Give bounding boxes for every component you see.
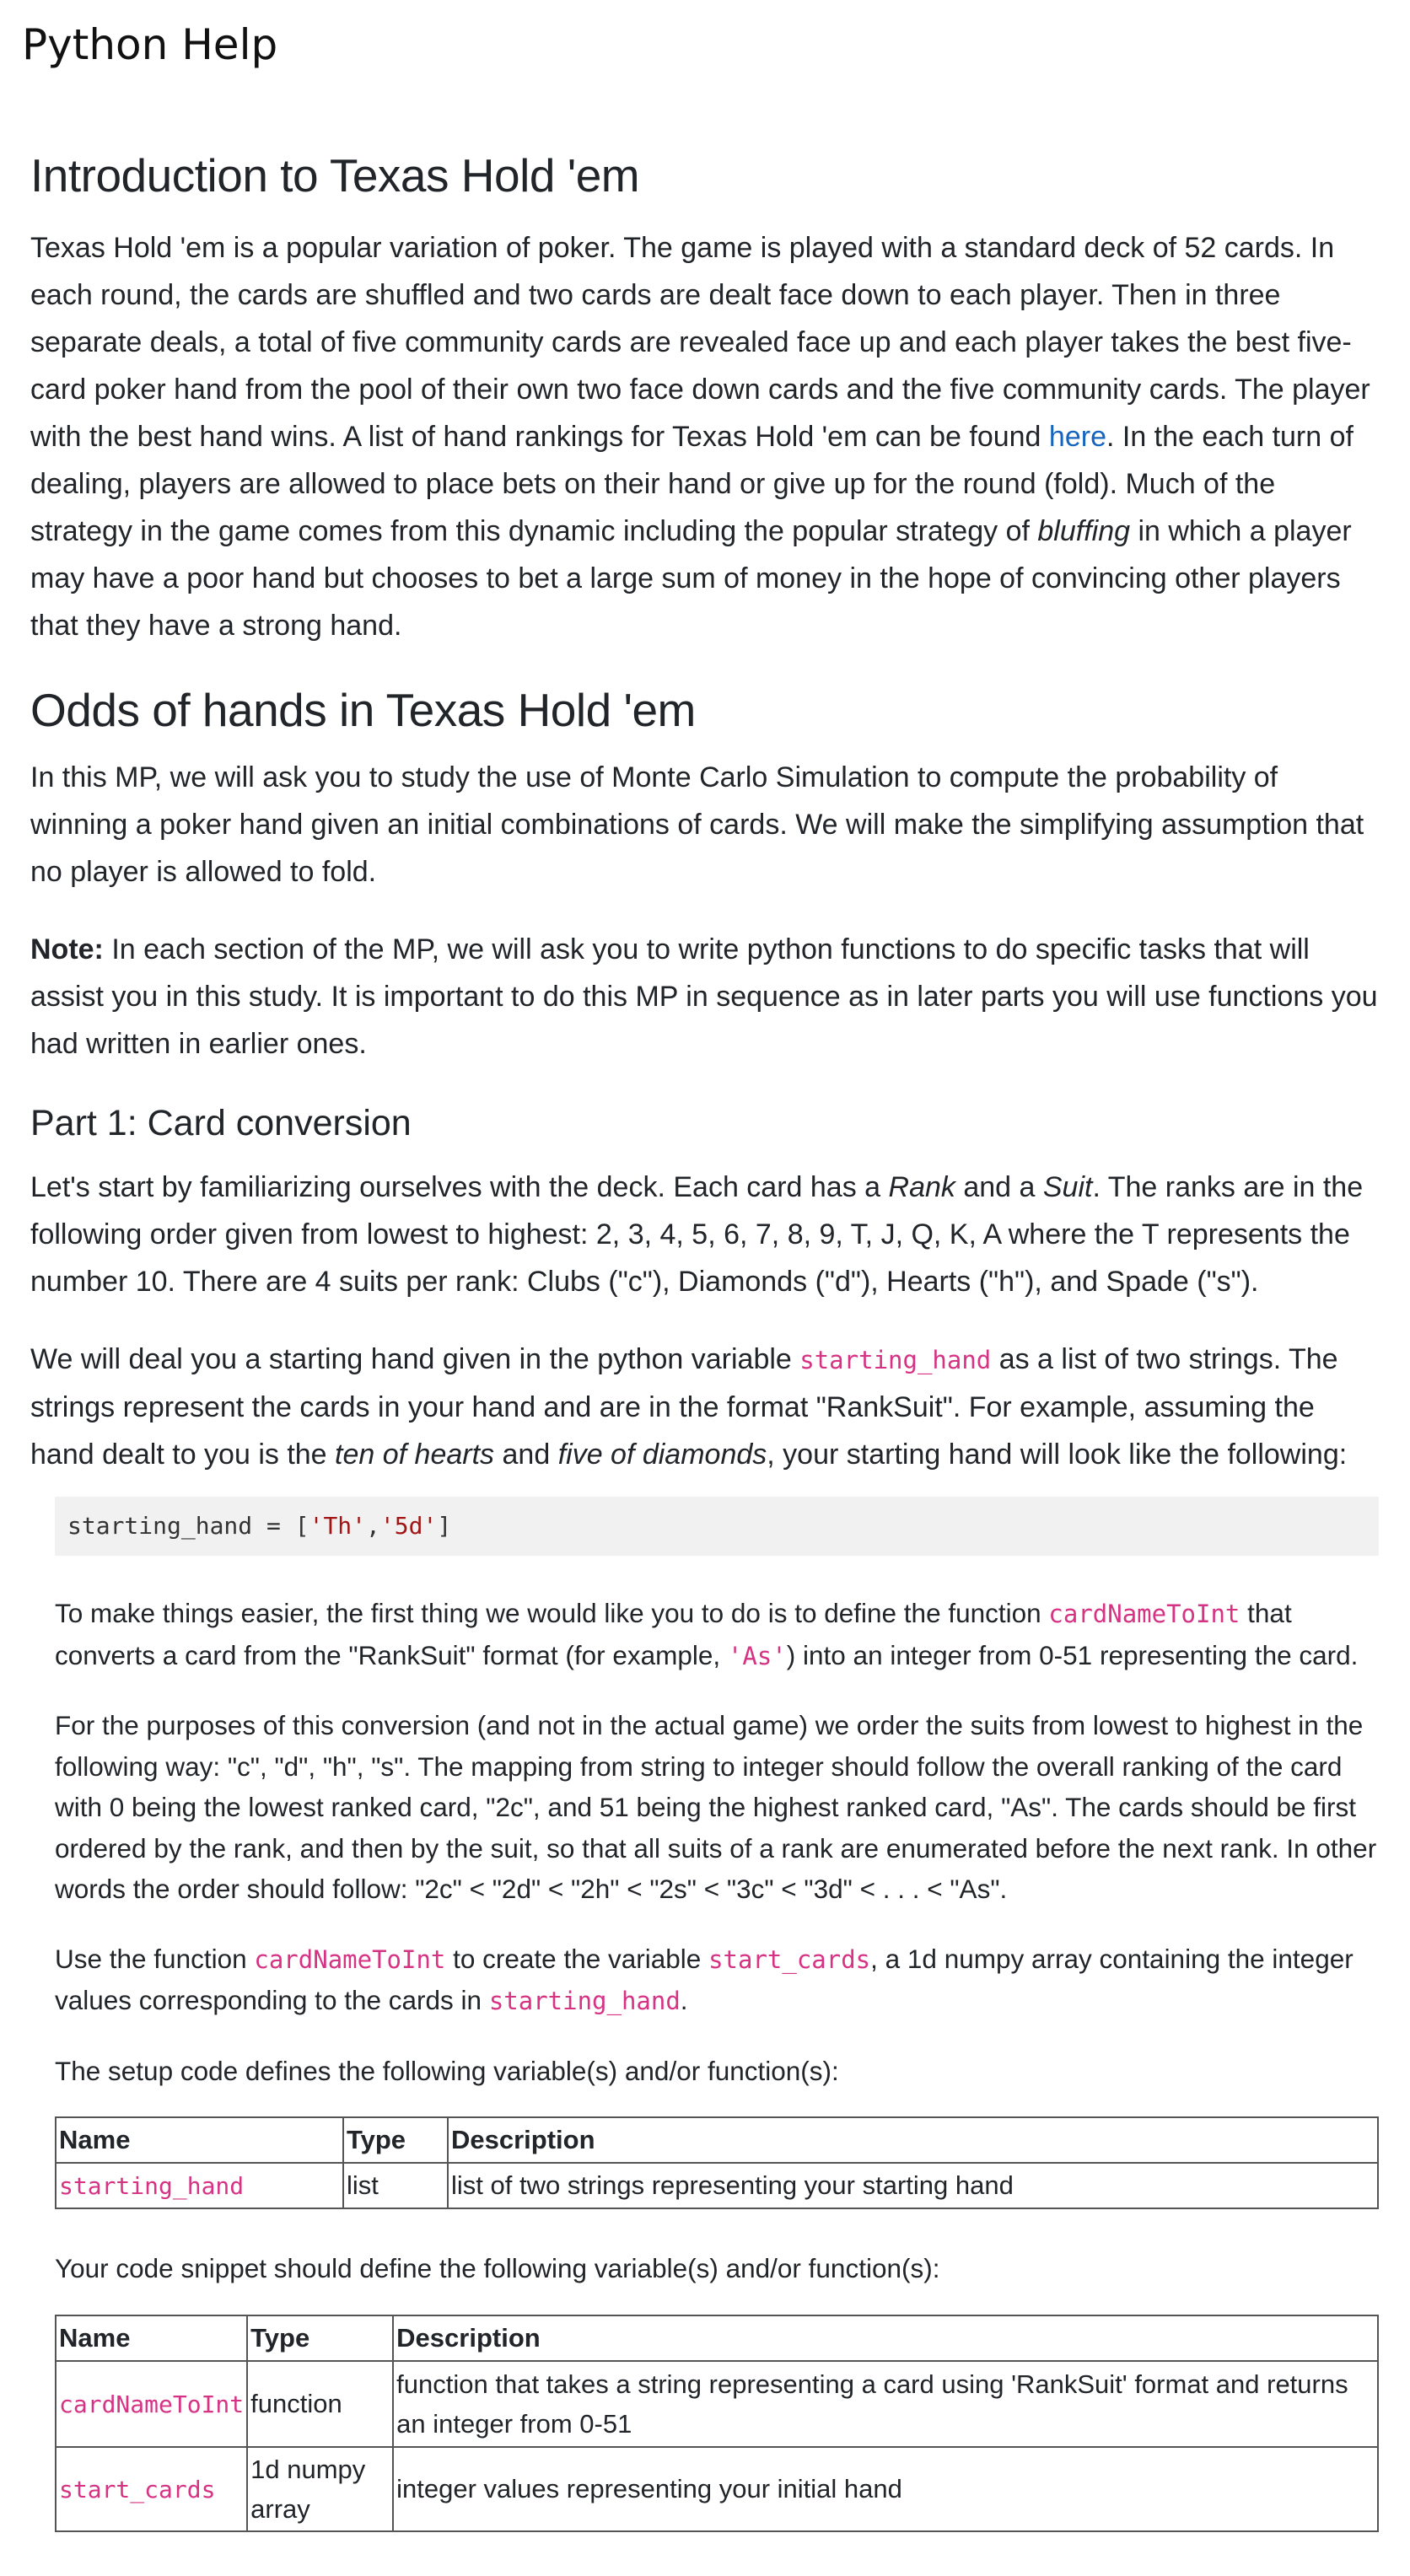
table-header-row <box>56 2315 1378 2361</box>
rank-emphasis: Rank <box>888 1171 955 1203</box>
cell-name <box>56 2163 343 2208</box>
part1-text-1a: Let's start by familiarizing ourselves with the deck. Each card has a <box>30 1171 889 1203</box>
column-header-type: Type <box>343 2117 448 2163</box>
define-variables-table <box>55 2315 1379 2532</box>
part1-text-2b: as a list of two strings. The strings represent the cards in your hand and are in the format "RankSuit". For example, assuming the hand dealt to you is the <box>30 1343 1338 1471</box>
ten-of-hearts-emphasis: ten of hearts <box>335 1439 495 1471</box>
hand-rankings-link[interactable]: here <box>1048 421 1106 453</box>
intro-text-3: in which a player may have a poor hand but chooses to bet a large sum of money in the hope of convincing other players that they have a strong hand. <box>30 515 1352 642</box>
code-close: ] <box>437 1512 452 1540</box>
code-block-starting-hand <box>55 1497 1379 1556</box>
intro-emphasis-bluffing: bluffing <box>1037 515 1131 547</box>
cell-name <box>56 2447 247 2531</box>
intro-paragraph <box>30 224 1380 649</box>
cell-type: function <box>247 2361 393 2447</box>
column-header-type: Type <box>247 2315 393 2361</box>
part1-paragraph-2 <box>30 1336 1380 1478</box>
table-row <box>56 2163 1378 2208</box>
column-header-name: Name <box>56 2315 247 2361</box>
setup-variables-table <box>55 2116 1379 2209</box>
part1-text-5b: to create the variable <box>445 1943 709 1974</box>
intro-text-1: Texas Hold 'em is a popular variation of poker. The game is played with a standard deck of 52 cards. In each round, the cards are shuffled and two cards are dealt face down to each player. Then in three separate deals, a total of five community cards are revealed face up and each player takes the best five-card poker hand from the pool of their own two face down cards and the five community cards. The player with the best hand wins. A list of hand rankings for Texas Hold 'em can be found <box>30 232 1370 453</box>
inline-code-starting-hand: starting_hand <box>799 1346 992 1374</box>
part1-heading: Part 1: Card conversion <box>30 1103 412 1143</box>
code-comma: , <box>366 1512 380 1540</box>
inline-code-example-card: 'As' <box>727 1641 787 1670</box>
code-var: starting_hand <box>67 1512 253 1540</box>
note-paragraph <box>30 926 1380 1068</box>
part1-text-2a: We will deal you a starting hand given in the python variable <box>30 1343 800 1375</box>
code-operator: = [ <box>252 1512 309 1540</box>
part1-text-1c: . The ranks are in the following order given from lowest to highest: 2, 3, 4, 5, 6, 7, 8, 9, T, J, Q, K, A where the T represents the number 10. There are 4 suits per rank: Clubs ("c"), Diamonds ("d"), Hearts ("h"), and Spade ("s"). <box>30 1171 1364 1298</box>
part1-paragraph-1 <box>30 1164 1380 1305</box>
cell-description: integer values representing your initial hand <box>393 2447 1378 2531</box>
inline-code-cardnametoint: cardNameToInt <box>1048 1600 1240 1628</box>
part1-paragraph-5 <box>55 1939 1379 2022</box>
intro-heading: Introduction to Texas Hold 'em <box>30 149 640 202</box>
inline-code-cardnametoint-2: cardNameToInt <box>254 1944 446 1974</box>
cell-name-code: start_cards <box>59 2475 216 2503</box>
table-row <box>56 2361 1378 2447</box>
part1-paragraph-4: For the purposes of this conversion (and not in the actual game) we order the suits from lowest to highest in the following way: "c", "d", "h", "s". The mapping from string to integer should follow the overall ranking of the card with 0 being the lowest ranked card, "2c", and 51 being the highest ranked card, "As". The cards should be first ordered by the rank, and then by the suit, so that all suits of a rank are enumerated before the next rank. In other words the order should follow: "2c" < "2d" < "2h" < "2s" < "3c" < "3d" < . . . < "As". <box>55 1710 1377 1904</box>
part1-text-5c: , a 1d numpy array containing the integer values corresponding to the cards in <box>55 1943 1353 2015</box>
inline-code-starting-hand-2: starting_hand <box>488 1987 681 2015</box>
cell-type: list <box>343 2163 448 2208</box>
inline-code-start-cards: start_cards <box>708 1944 871 1974</box>
part1-text-5a: Use the function <box>55 1943 255 1974</box>
main-content <box>30 145 1380 2571</box>
suit-emphasis: Suit <box>1042 1171 1093 1203</box>
code-string-1: 'Th' <box>309 1512 367 1540</box>
question-body <box>55 1593 1379 2532</box>
cell-description: list of two strings representing your starting hand <box>448 2163 1378 2208</box>
cell-name-code: starting_hand <box>59 2172 245 2200</box>
table-row <box>56 2447 1378 2531</box>
define-intro: Your code snippet should define the following variable(s) and/or function(s): <box>55 2253 940 2283</box>
intro-text-2: . In the each turn of dealing, players are allowed to place bets on their hand or give up for the round (fold). Much of the strategy in the game comes from this dynamic including the popular strategy of <box>30 421 1353 547</box>
code-string-2: '5d' <box>379 1512 438 1540</box>
table-header-row <box>56 2117 1378 2163</box>
part1-text-3a: To make things easier, the first thing we would like you to do is to define the function <box>55 1598 1049 1628</box>
app-title: Python Help <box>22 20 278 69</box>
five-of-diamonds-emphasis: five of diamonds <box>557 1439 767 1471</box>
note-text: In each section of the MP, we will ask you to write python functions to do specific tasks that will assist you in this study. It is important to do this MP in sequence as in later parts you will use functions you had written in earlier ones. <box>30 933 1378 1060</box>
cell-type: 1d numpy array <box>247 2447 393 2531</box>
part1-text-3c: ) into an integer from 0-51 representing the card. <box>786 1639 1359 1670</box>
setup-intro: The setup code defines the following variable(s) and/or function(s): <box>55 2055 839 2086</box>
part1-text-2d: , your starting hand will look like the following: <box>767 1439 1348 1471</box>
cell-name-code: cardNameToInt <box>59 2390 245 2418</box>
part1-text-5d: . <box>680 1985 688 2015</box>
odds-heading: Odds of hands in Texas Hold 'em <box>30 684 696 736</box>
cell-name <box>56 2361 247 2447</box>
part1-text-1b: and a <box>955 1171 1043 1203</box>
cell-description: function that takes a string representing a card using 'RankSuit' format and returns an integer from 0-51 <box>393 2361 1378 2447</box>
note-label: Note: <box>30 933 104 965</box>
column-header-description: Description <box>448 2117 1378 2163</box>
part1-paragraph-3 <box>55 1593 1379 1676</box>
part1-text-2c: and <box>494 1439 558 1471</box>
part1-text-3b: that converts a card from the "RankSuit" format (for example, <box>55 1598 1292 1670</box>
odds-paragraph: In this MP, we will ask you to study the use of Monte Carlo Simulation to compute the probability of winning a poker hand given an initial combinations of cards. We will make the simplifying assumption that no player is allowed to fold. <box>30 761 1364 888</box>
column-header-description: Description <box>393 2315 1378 2361</box>
column-header-name: Name <box>56 2117 343 2163</box>
